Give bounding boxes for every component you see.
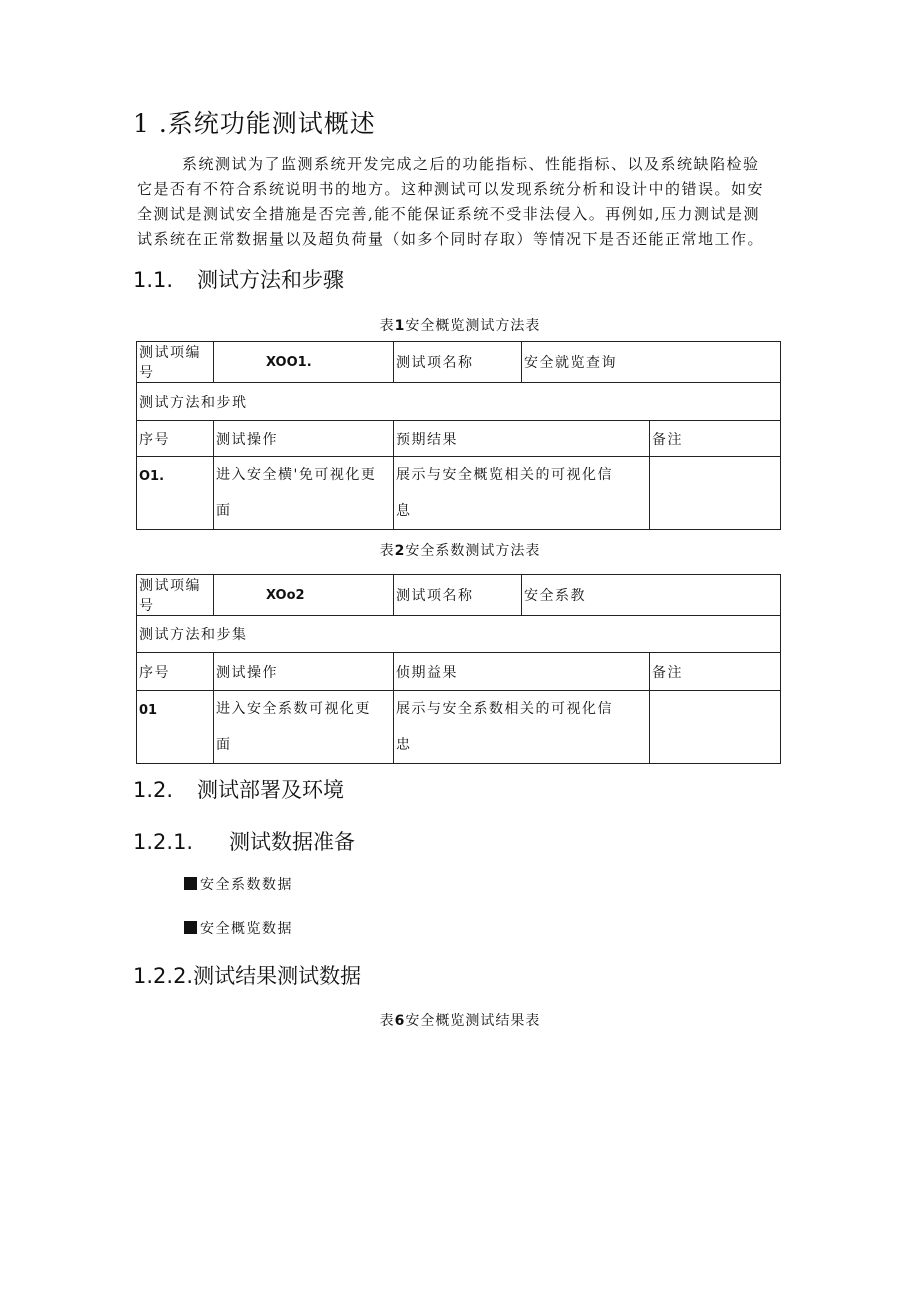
method-label: 测试方法和步玳 [137,383,781,421]
section-number: 1.2.1. [133,830,194,854]
header-seq: 序号 [137,421,214,457]
header-operation: 测试操作 [214,421,394,457]
row-expected [394,457,650,530]
name-label: 测试项名称 [394,575,522,616]
bullet-text: 安全系数数据 [200,877,293,893]
row-note [650,457,781,530]
header-seq: 序号 [137,653,214,691]
caption-number: 2 [394,543,406,559]
table1-caption [0,315,920,335]
caption-text: 安全系数测试方法表 [405,543,541,559]
bullet-text: 安全概览数据 [200,921,293,937]
name-label: 测试项名称 [394,342,522,383]
bullet-item [184,874,293,894]
intro-line-4: 试系统在正常数据量以及超负荷量（如多个同时存取）等情况下是否还能正常地工作。 [137,230,765,248]
header-note: 备注 [650,653,781,691]
caption-prefix: 表 [379,1013,395,1029]
intro-paragraph [137,152,785,252]
row-operation-line1: 进入安全系数可视化更 [216,701,371,717]
row-operation-line1: 进入安全横'免可视化更 [216,467,377,483]
caption-number: 6 [394,1013,406,1029]
id-value: XOO1. [214,342,394,383]
table2 [136,574,781,764]
section-1-2-2-heading: 1.2.2.测试结果测试数据 [133,964,362,988]
bullet-item [184,918,293,938]
heading-1: 1 .系统功能测试概述 [133,109,376,138]
intro-line-2: 它是否有不符合系统说明书的地方。这种测试可以发现系统分析和设计中的错误。如安 [137,180,765,198]
row-expected [394,691,650,764]
section-title: 测试数据准备 [229,830,355,854]
bullet-square-icon [184,921,197,934]
caption-prefix: 表 [379,543,395,559]
bullet-square-icon [184,877,197,890]
intro-line-1: 系统测试为了监测系统开发完成之后的功能指标、性能指标、以及系统缺陷检验 [182,155,760,173]
row-operation [214,457,394,530]
table2-caption [0,540,920,560]
header-expected: 侦期益果 [394,653,650,691]
header-expected: 预期结果 [394,421,650,457]
header-operation: 测试操作 [214,653,394,691]
row-seq: O1. [137,457,214,530]
row-operation-line2: 面 [216,503,232,519]
section-title: 测试方法和步骤 [197,268,344,292]
row-expected-line1: 展示与安全概览相关的可视化信 [396,467,613,483]
intro-line-3: 全测试是测试安全措施是否完善,能不能保证系统不受非法侵入。再例如,压力测试是测 [137,205,761,223]
header-note: 备注 [650,421,781,457]
id-value: XOo2 [214,575,394,616]
row-expected-line2: 息 [396,503,412,519]
name-value: 安全就览查询 [522,342,781,383]
id-label: 测试项编号 [137,575,214,616]
section-number: 1.1. [133,268,174,292]
row-operation [214,691,394,764]
caption-text: 安全概览测试方法表 [405,318,541,334]
method-label: 测试方法和步集 [137,616,781,653]
name-value: 安全系教 [522,575,781,616]
section-1-1-heading [133,264,344,294]
section-1-2-1-heading [133,826,355,856]
table6-caption [0,1010,920,1030]
row-seq: 01 [137,691,214,764]
caption-number: 1 [394,318,406,334]
caption-prefix: 表 [379,318,395,334]
row-expected-line2: 忠 [396,737,412,753]
caption-text: 安全概览测试结果表 [405,1013,541,1029]
id-label: 测试项编号 [137,342,214,383]
row-note [650,691,781,764]
row-expected-line1: 展示与安全系数相关的可视化信 [396,701,613,717]
section-title: 测试部署及环境 [197,778,344,802]
row-operation-line2: 面 [216,737,232,753]
section-number: 1.2. [133,778,174,802]
table1 [136,341,781,530]
section-1-2-heading [133,774,344,804]
